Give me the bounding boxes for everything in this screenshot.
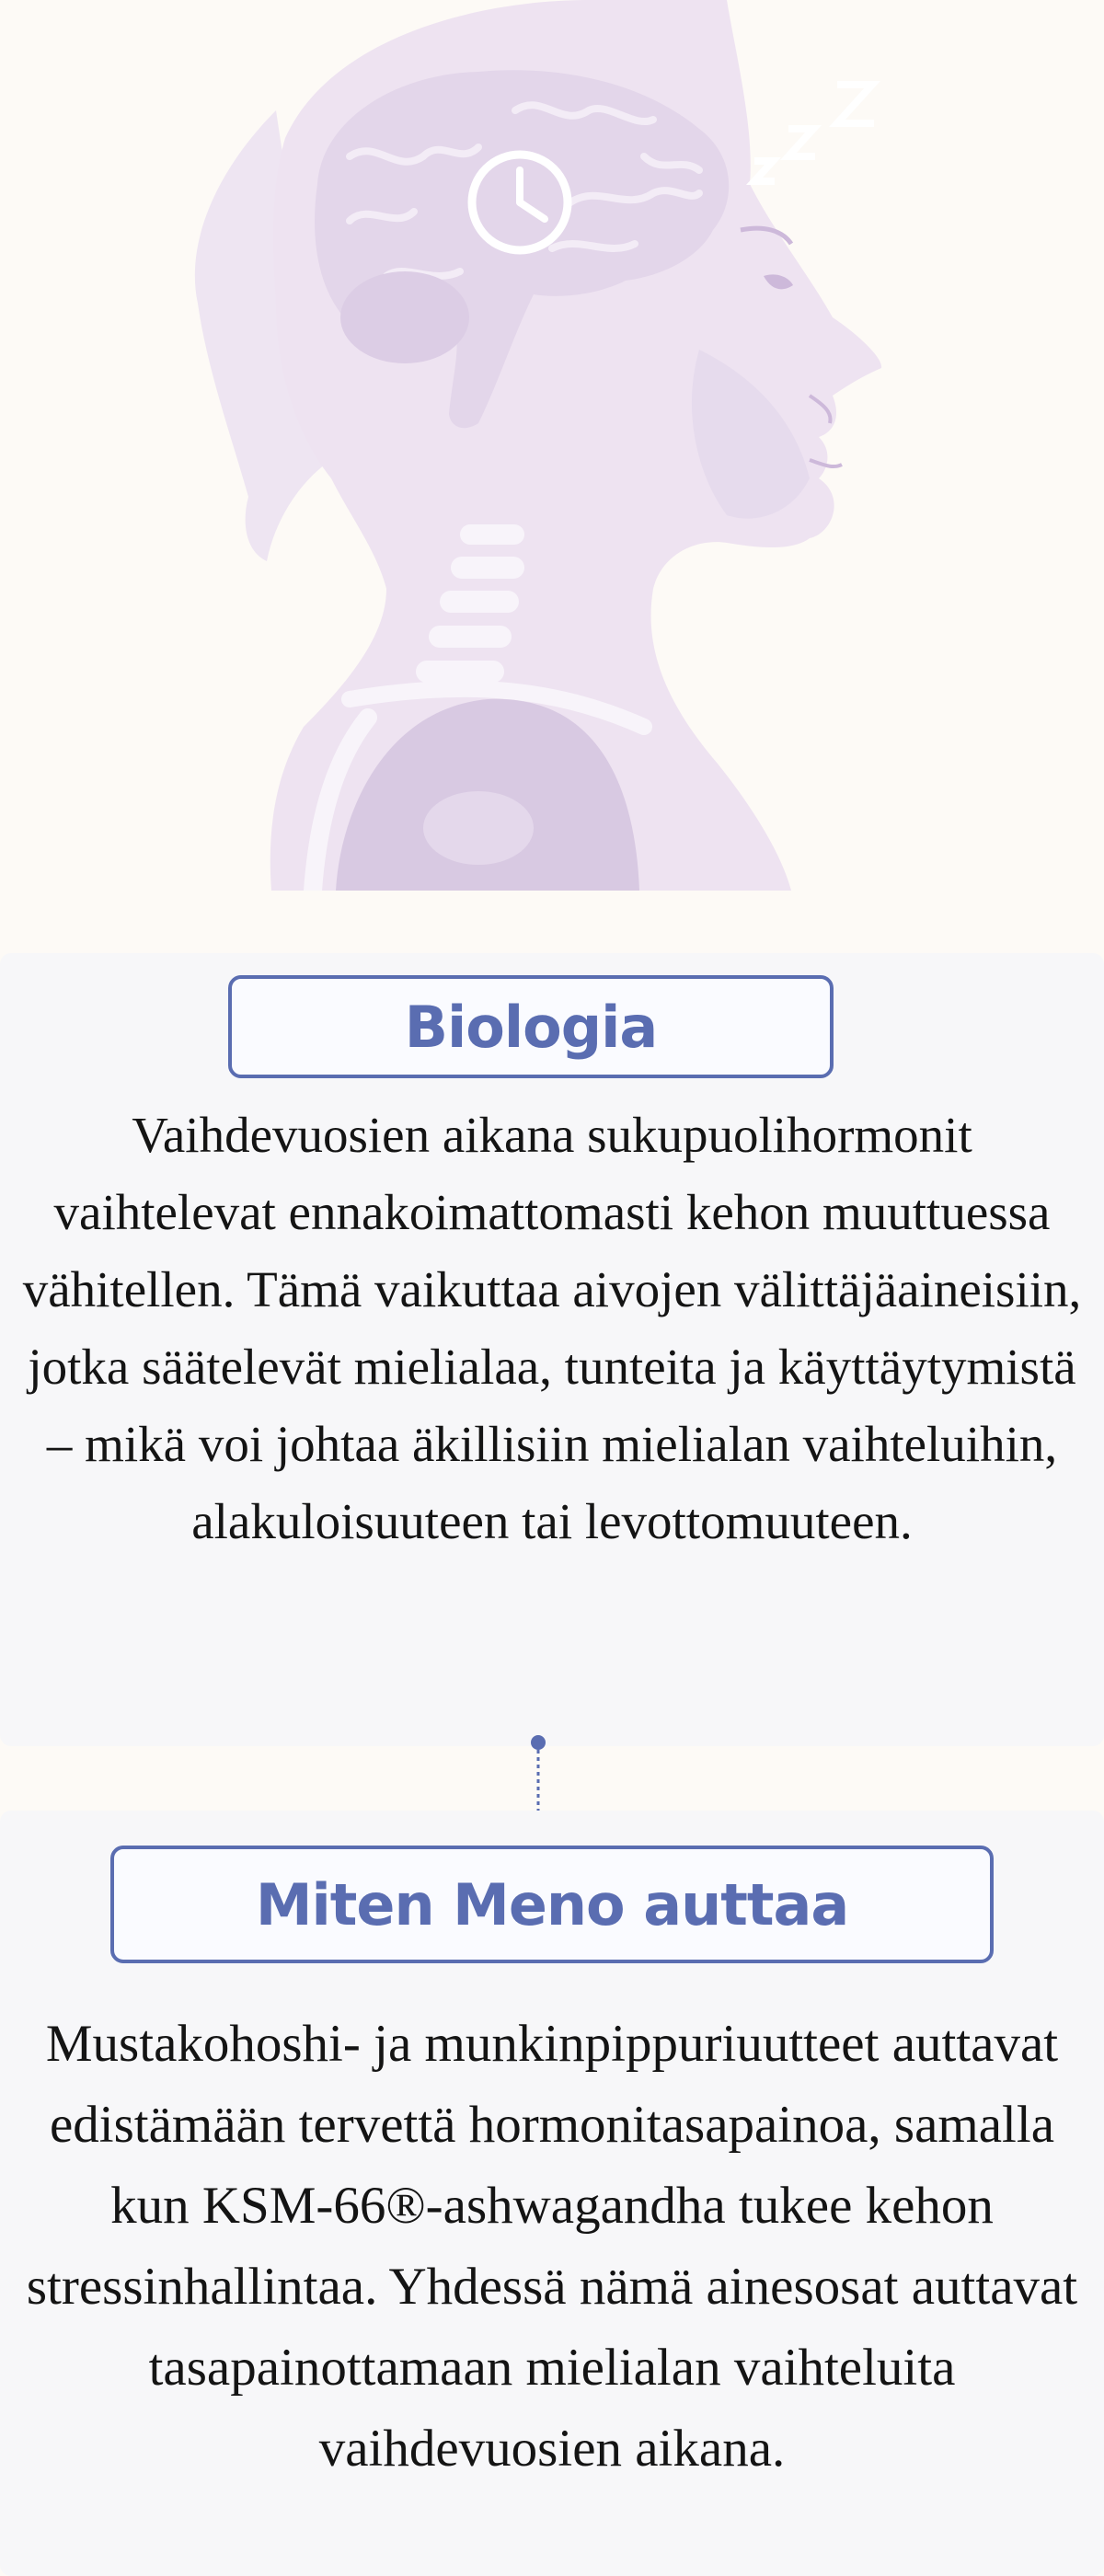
biology-card — [0, 953, 1104, 1746]
how-meno-helps-text: Mustakohoshi- ja munkinpippuriuutteet auttavat edistämään tervettä hormonitasapainoa, samalla kun KSM-66®-ashwagandha tukee kehon stressinhallintaa. Yhdessä nämä ainesosat auttavat tasapainottamaan mielialan vaihteluita vaihdevuosien aikana. — [26, 2015, 1078, 2478]
woman-profile-illustration — [0, 0, 1104, 891]
cerebellum — [340, 271, 469, 363]
how-meno-helps-heading: Miten Meno auttaa — [110, 1846, 994, 1963]
biology-text: Vaihdevuosien aikana sukupuolihormonit vaihtelevat ennakoimattomasti kehon muuttuessa vähitellen. Tämä vaikuttaa aivojen välittäjäaineisiin, jotka säätelevät mielialaa, tunteita ja käyttäytymistä – mikä voi johtaa äkillisiin mielialan vaihteluihin, alakuloisuuteen tai levottomuuteen. — [22, 1107, 1082, 1549]
sleep-zzz-icon — [754, 85, 874, 181]
chest-detail — [423, 791, 534, 865]
how-meno-helps-card — [0, 1811, 1104, 2576]
biology-heading: Biologia — [228, 975, 834, 1078]
hero-illustration — [0, 0, 1104, 891]
